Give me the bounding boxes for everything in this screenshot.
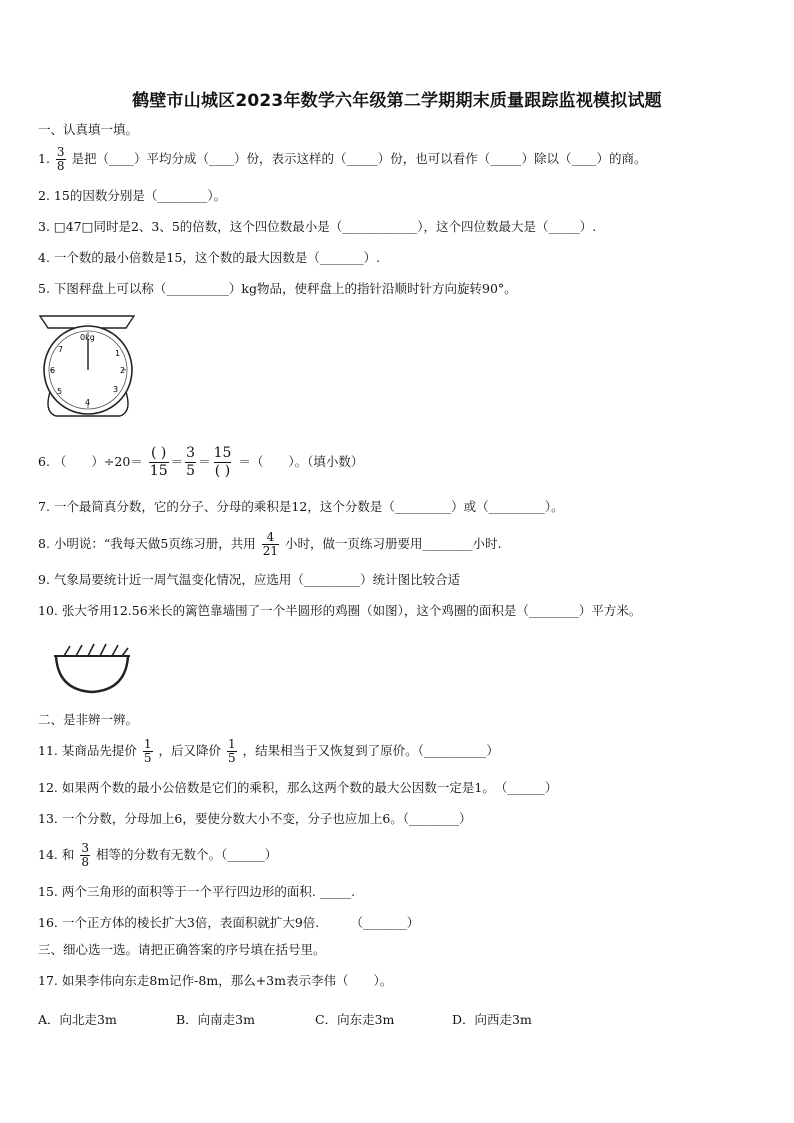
question-number: 12. [38, 780, 58, 795]
semicircle-pen-figure [50, 638, 134, 696]
question-text: 和 [61, 847, 75, 862]
question-text: 相等的分数有无数个。（______） [96, 847, 278, 862]
scale-figure [36, 312, 140, 420]
question-text: ，结果相当于又恢复到了原价。（__________） [242, 743, 499, 758]
equals-sign: ＝ [198, 454, 211, 469]
question-text: 小明说：“我每天做5页练习册，共用 [53, 536, 256, 551]
scale-tick: 2 [120, 366, 126, 375]
question-text: ，后又降价 [158, 743, 222, 758]
question-text: 如果两个数的最小公倍数是它们的乘积，那么这两个数的最大公因数一定是1。 （______） [61, 780, 558, 795]
fraction: $\frac{15}{( )}$ [213, 445, 232, 479]
question-9 [38, 572, 758, 588]
option-b[interactable]: B．向南走3m [176, 1012, 255, 1027]
question-number: 8. [38, 536, 50, 551]
option-a[interactable]: A．向北走3m [38, 1012, 117, 1027]
fraction: $\frac{3}{5}$ [186, 445, 196, 479]
question-number: 10. [38, 603, 58, 618]
fraction: $\frac{( )}{15}$ [149, 445, 168, 479]
question-text: ＝（ ）。（填小数） [238, 454, 364, 469]
question-number: 5. [38, 281, 50, 296]
question-7 [38, 499, 758, 515]
question-4 [38, 250, 758, 266]
question-text: 一个正方体的棱长扩大3倍，表面积就扩大9倍. （_______） [61, 915, 420, 930]
fraction: $\frac{3}{8}$ [56, 145, 65, 173]
fraction: $\frac{1}{5}$ [143, 737, 152, 765]
fraction: $\frac{1}{5}$ [228, 737, 236, 765]
scale-tick: 7 [58, 345, 64, 354]
section-heading-choice: 三、细心选一选。请把正确答案的序号填在括号里。 [38, 942, 326, 957]
question-12 [38, 780, 758, 796]
question-number: 2. [38, 188, 50, 203]
question-text: 某商品先提价 [61, 743, 137, 758]
question-11 [38, 733, 758, 769]
question-number: 7. [38, 499, 50, 514]
scale-unit-label: 0kg [80, 333, 95, 342]
question-1 [38, 146, 758, 173]
question-text: □47□同时是2、3、5的倍数，这个四位数最小是（____________），这个四位数最大是（_____）. [53, 219, 597, 234]
question-text: 小时，做一页练习册要用________小时. [285, 536, 502, 551]
question-number: 3. [38, 219, 50, 234]
question-13 [38, 811, 758, 827]
section-heading-true-false: 二、是非辨一辨。 [38, 712, 139, 727]
question-15 [38, 884, 758, 900]
scale-tick: 3 [113, 385, 119, 394]
question-text: 一个最简真分数，它的分子、分母的乘积是12，这个分数是（_________）或（_________）。 [53, 499, 564, 514]
question-6 [38, 440, 758, 484]
question-5 [38, 281, 758, 297]
question-text: 一个分数，分母加上6，要使分数大小不变，分子也应加上6。（________） [61, 811, 472, 826]
question-number: 9. [38, 572, 50, 587]
question-number: 6. [38, 454, 50, 469]
question-text: 一个数的最小倍数是15，这个数的最大因数是（_______）. [53, 250, 381, 265]
fraction: $\frac{3}{8}$ [81, 841, 90, 869]
scale-tick: 1 [115, 349, 121, 358]
question-10 [38, 603, 758, 619]
question-number: 15. [38, 884, 58, 899]
question-14 [38, 838, 758, 872]
scale-tick: 4 [85, 398, 91, 407]
question-8 [38, 527, 758, 561]
question-number: 1. [38, 151, 50, 166]
scale-tick: 5 [57, 387, 63, 396]
question-number: 11. [38, 743, 58, 758]
scale-tick: 6 [50, 366, 56, 375]
question-text: 是把（____）平均分成（____）份，表示这样的（_____）份，也可以看作（_____）除以（____）的商。 [71, 151, 647, 166]
question-16 [38, 915, 758, 931]
section-heading-fill: 一、认真填一填。 [38, 122, 139, 137]
option-c[interactable]: C．向东走3m [315, 1012, 395, 1027]
fraction: $\frac{4}{21}$ [262, 530, 279, 558]
option-d[interactable]: D．向西走3m [452, 1012, 532, 1027]
question-number: 13. [38, 811, 58, 826]
question-17 [38, 973, 758, 989]
question-number: 14. [38, 847, 58, 862]
question-number: 4. [38, 250, 50, 265]
question-text: （ ）÷20＝ [53, 454, 143, 469]
question-text: 两个三角形的面积等于一个平行四边形的面积. _____. [61, 884, 356, 899]
question-2 [38, 188, 758, 204]
question-3 [38, 219, 758, 235]
question-text: 气象局要统计近一周气温变化情况，应选用（_________）统计图比较合适 [53, 572, 461, 587]
equals-sign: ＝ [170, 454, 184, 469]
question-text: 如果李伟向东走8m记作-8m，那么+3m表示李伟（ ）。 [61, 973, 393, 988]
question-number: 17. [38, 973, 58, 988]
question-text: 张大爷用12.56米长的篱笆靠墙围了一个半圆形的鸡圈（如图），这个鸡圈的面积是（________）平方米。 [61, 603, 642, 618]
question-number: 16. [38, 915, 58, 930]
question-text: 15的因数分别是（________）。 [53, 188, 227, 203]
question-text: 下图秤盘上可以称（__________）kg物品，使秤盘上的指针沿顺时针方向旋转90°。 [53, 281, 517, 296]
page-title: 鹤壁市山城区2023年数学六年级第二学期期末质量跟踪监视模拟试题 [132, 91, 662, 111]
